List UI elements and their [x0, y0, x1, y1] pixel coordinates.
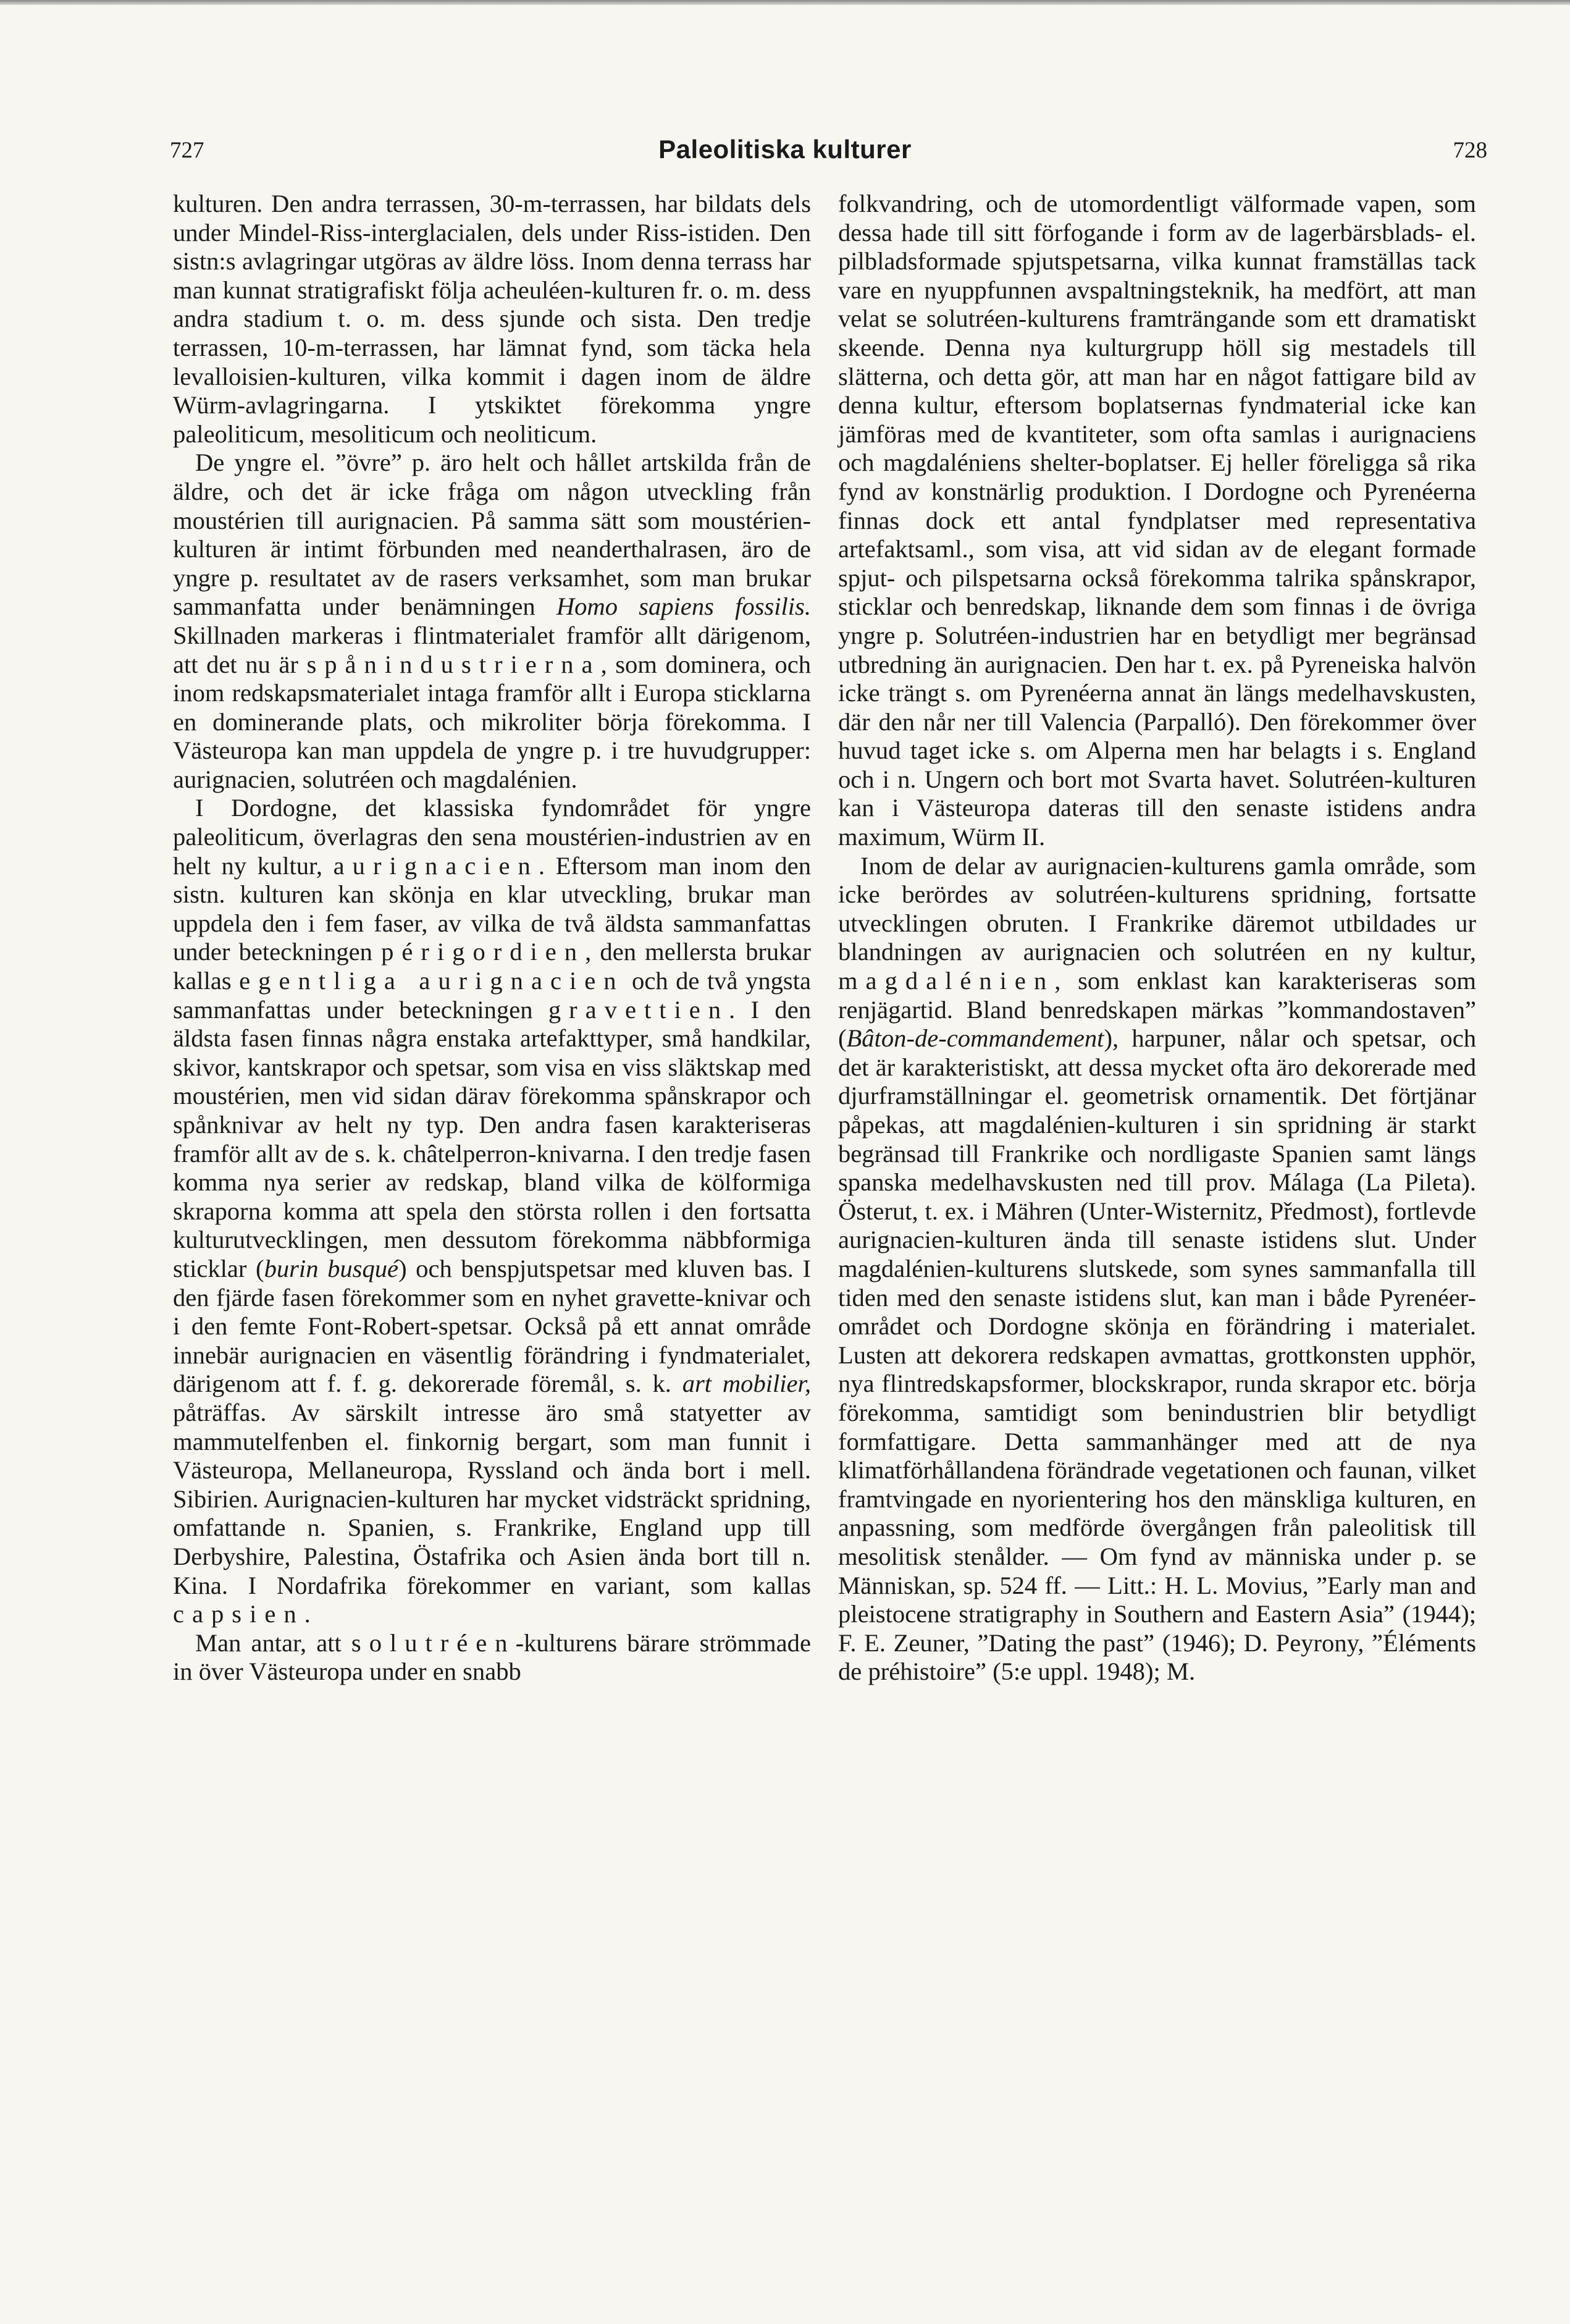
right-paragraph-2: Inom de delar av aurignacien-kulturens gamla område, som icke berördes av solutréen-kulturens spridning, fortsatte utvecklingen obruten. I Frankrike däremot utbildades ur blandningen av aurignacien och solutréen en ny kultur, magdalénien, som enklast kan karakteriseras som renjägartid. Bland benredskapen märkas ”kommandostaven” (Bâton-de-commandement), harpuner, nålar och spetsar, och det är karakteristiskt, att dessa mycket ofta äro dekorerade med djurframställningar el. geometrisk ornamentik. Det förtjänar påpekas, att magdalénien-kulturen i sin spridning är starkt begränsad till Frankrike och nordligaste Spanien samt längs spanska medelhavskusten ned till prov. Málaga (La Pileta). Österut, t. ex. i Mähren (Unter-Wisternitz, Předmost), fortlevde aurignacien-kulturen ända till senaste istidens slut. Under magdalénien-kulturens slutskede, som synes sammanfalla till tiden med den senaste istidens slut, kan man i både Pyrenéer-området och Dordogne skönja en förändring i materialet. Lusten att dekorera redskapen avmattas, grottkonsten upphör, nya flintredskapsformer, blockskrapor, runda skrapor etc. börja förekomma, samtidigt som benindustrien blir betydligt formfattigare. Detta sammanhänger med att de nya klimatförhållandena förändrade vegetationen och faunan, vilket framtvingade en nyorientering hos den mänskliga kulturen, en anpassning, som medförde övergången från paleolitisk till mesolitisk stenålder. — Om fynd av människa under p. se Människan, sp. 524 ff. — Litt.: H. L. Movius, ”Early man and pleistocene stratigraphy in Southern and Eastern Asia” (1944); F. E. Zeuner, ”Dating the past” (1946); D. Peyrony, ”Éléments de préhistoire” (5:e uppl. 1948); M. [838, 851, 1476, 1686]
italic-term: Bâton-de-commandement [846, 1024, 1104, 1053]
left-paragraph-4: Man antar, att solutréen-kulturens bärare strömmade in över Västeuropa under en snabb [173, 1628, 811, 1686]
left-paragraph-3: I Dordogne, det klassiska fyndområdet för yngre paleoliticum, överlagras den sena moustérien-industrien av en helt ny kultur, aurignacien. Eftersom man inom den sistn. kulturen kan skönja en klar utveckling, brukar man uppdela den i fem faser, av vilka de två äldsta sammanfattas under beteckningen périgordien, den mellersta brukar kallas egentliga aurignacien och de två yngsta sammanfattas under beteckningen gravettien. I den äldsta fasen finnas några enstaka artefakttyper, små handkilar, skivor, kantskrapor och spetsar, som visa en viss släktskap med moustérien, men vid sidan därav förekomma spånskrapor och spånknivar av helt ny typ. Den andra fasen karakteriseras framför allt av de s. k. châtelperron-knivarna. I den tredje fasen komma nya serier av redskap, bland vilka de kölformiga skraporna komma att spela den största rollen i den fortsatta kulturutvecklingen, men dessutom förekomma näbbformiga sticklar (burin busqué) och benspjutspetsar med kluven bas. I den fjärde fasen förekommer som en nyhet gravette-knivar och i den femte Font-Robert-spetsar. Också på ett annat område innebär aurignacien en väsentlig förändring i fyndmaterialet, därigenom att f. f. g. dekorerade föremål, s. k. art mobilier, påträffas. Av särskilt intresse äro små statyetter av mammutelfenben el. finkornig bergart, som man funnit i Västeuropa, Mellaneuropa, Ryssland och ända bort i mell. Sibirien. Aurignacien-kulturen har mycket vidsträckt spridning, omfattande n. Spanien, s. Frankrike, England upp till Derbyshire, Palestina, Östafrika och Asien ända bort till n. Kina. I Nordafrika förekommer en variant, som kallas capsien. [173, 794, 812, 1628]
spaced-term: magdalénien [838, 967, 1055, 995]
page-title: Paleolitiska kulturer [658, 135, 912, 164]
spaced-term: périgordien [381, 938, 586, 966]
page-top-edge [0, 0, 1570, 5]
left-column [173, 190, 811, 1686]
page-number-left: 727 [170, 138, 204, 163]
italic-term: art mobilier, [682, 1370, 811, 1398]
spaced-term: aurignacien [333, 851, 539, 880]
right-paragraph-1: folkvandring, och de utomordentligt välformade vapen, som dessa hade till sitt förfogande i form av de lagerbärsblads- el. pilbladsformade spjutspetsarna, vilka kunnat framställas tack vare en nyuppfunnen avspaltningsteknik, ha medfört, att man velat se solutréen-kulturens framträngande som ett dramatiskt skeende. Denna nya kulturgrupp höll sig mestadels till slätterna, och detta gör, att man har en något fattigare bild av denna kultur, eftersom boplatsernas fyndmaterial icke kan jämföras med de kvantiteter, som ofta samlas i aurignaciens och magdaléniens shelter-boplatser. Ej heller föreligga så rika fynd av konstnärlig produktion. I Dordogne och Pyrenéerna finnas dock ett antal fyndplatser med representativa artefaktsaml., som visa, att vid sidan av de elegant formade spjut- och pilspetsarna också förekomma talrika spånskrapor, sticklar och benredskap, liknande dem som finnas i de övriga yngre p. Solutréen-industrien har en betydligt mer begränsad utbredning än aurignacien. Den har t. ex. på Pyreneiska halvön icke trängt s. om Pyrenéerna annat än längs medelhavskusten, där den når ner till Valencia (Parpalló). Den förekommer över huvud taget icke s. om Alperna men har belagts i s. England och i n. Ungern och bort mot Svarta havet. Solutréen-kulturen kan i Västeuropa dateras till den senaste istidens andra maximum, Würm II. [838, 190, 1476, 851]
spaced-term: spånindustrierna [306, 650, 601, 678]
spaced-term: gravettien [548, 995, 729, 1024]
spaced-term: egentliga aurignacien [239, 967, 624, 995]
running-head [0, 137, 1570, 180]
right-column [838, 190, 1476, 1686]
italic-term: burin busqué [264, 1254, 399, 1282]
left-paragraph-1: kulturen. Den andra terrassen, 30-m-terrassen, har bildats dels under Mindel-Riss-interglacialen, dels under Riss-istiden. Den sistn:s avlagringar utgöras av äldre löss. Inom denna terrass har man kunnat stratigrafiskt följa acheuléen-kulturen fr. o. m. dess andra stadium t. o. m. dess sjunde och sista. Den tredje terrassen, 10-m-terrassen, har lämnat fynd, som täcka hela levalloisien-kulturen, vilka kommit i dagen inom de äldre Würm-avlagringarna. I ytskiktet förekomma yngre paleoliticum, mesoliticum och neoliticum. [173, 190, 811, 448]
spaced-term: solutréen [351, 1628, 516, 1657]
spaced-term: capsien [173, 1600, 304, 1628]
italic-term: Homo sapiens fossilis. [556, 592, 811, 621]
left-paragraph-2: De yngre el. ”övre” p. äro helt och hållet artskilda från de äldre, och det är icke fråga om någon utveckling från moustérien till aurignacien. På samma sätt som moustérien-kulturen är intimt förbunden med neanderthalrasen, äro de yngre p. resultatet av de rasers verksamhet, som man brukar sammanfatta under benämningen Homo sapiens fossilis. Skillnaden markeras i flintmaterialet framför allt därigenom, att det nu är spånindustrierna, som dominera, och inom redskapsmaterialet intaga framför allt i Europa sticklarna en dominerande plats, och mikroliter börja förekomma. I Västeuropa kan man uppdela de yngre p. i tre huvudgrupper: aurignacien, solutréen och magdalénien. [173, 448, 812, 793]
page-number-right: 728 [1453, 138, 1487, 163]
